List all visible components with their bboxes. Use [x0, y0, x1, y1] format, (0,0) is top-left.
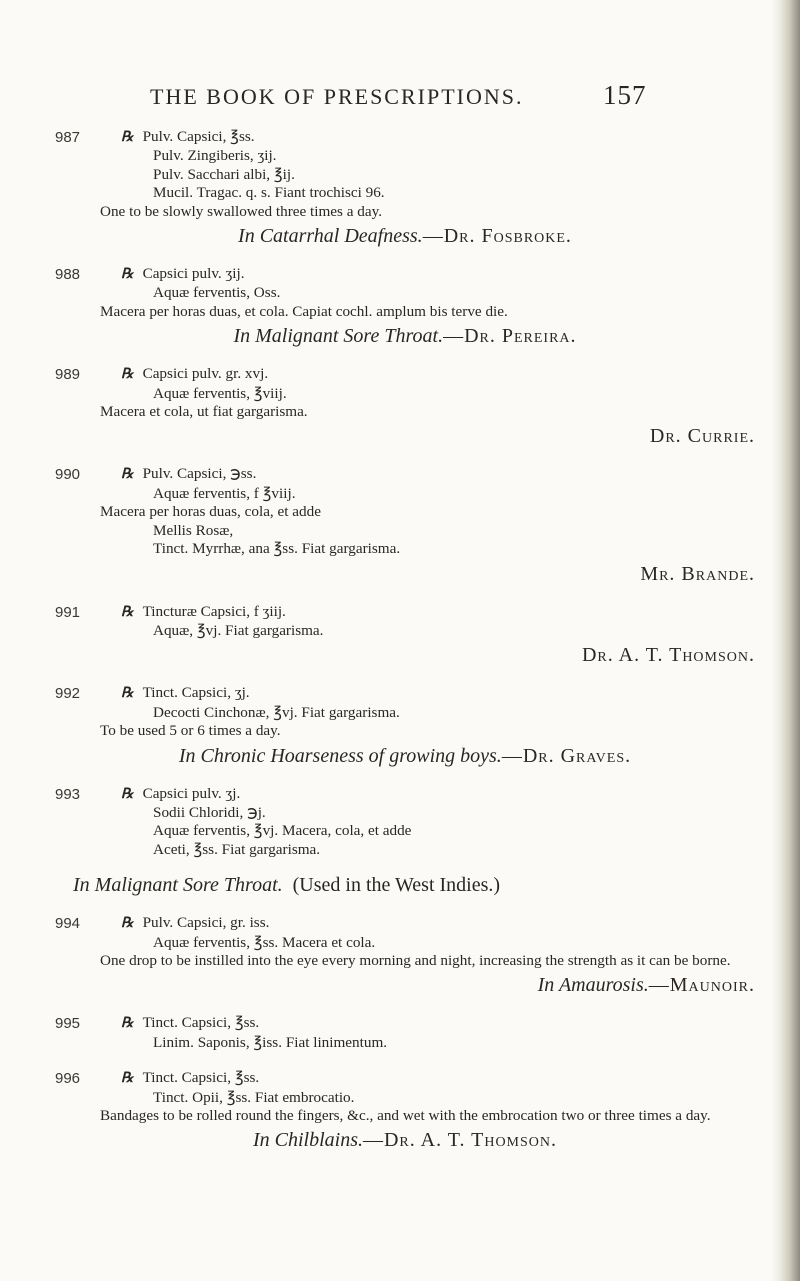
page-shadow — [772, 0, 782, 1281]
recipe-number: 994 — [55, 915, 81, 933]
author: Dr. Currie. — [649, 425, 755, 448]
directions: One to be slowly swallowed three times a day. — [100, 202, 383, 220]
section-note: (Used in the West Indies.) — [292, 874, 501, 897]
rx-line — [55, 603, 755, 622]
recipe-996 — [55, 1069, 755, 1152]
condition: In Catarrhal Deafness. — [238, 225, 423, 248]
condition: In Amaurosis. — [537, 974, 649, 997]
recipe-number: 993 — [55, 785, 81, 803]
page-edge — [782, 0, 800, 1281]
author: —Maunoir. — [648, 974, 755, 997]
ingredient: Pulv. Capsici, ℈ss. — [142, 465, 257, 483]
recipe-989 — [55, 365, 755, 448]
rx-line — [55, 365, 755, 384]
author: —Dr. Pereira. — [443, 325, 577, 348]
recipe-992 — [55, 684, 755, 767]
author: —Dr. Fosbroke. — [422, 225, 572, 248]
rx-symbol: ℞ — [121, 686, 134, 702]
ingredient: Aceti, ℥ss. Fiat gargarisma. — [153, 840, 321, 858]
recipe-987 — [55, 128, 755, 248]
ingredient: Aquæ ferventis, f ℥viij. — [153, 484, 296, 502]
condition: In Chronic Hoarseness of growing boys. — [178, 744, 502, 767]
recipe-number: 992 — [55, 685, 81, 703]
ingredient: Tinct. Capsici, ʒj. — [142, 684, 250, 702]
attribution — [55, 424, 755, 448]
author: —Dr. Graves. — [501, 744, 632, 767]
rx-symbol: ℞ — [121, 604, 134, 620]
condition: In Malignant Sore Throat. — [233, 325, 444, 348]
attribution — [55, 1128, 755, 1152]
rx-line — [55, 128, 755, 147]
recipe-number: 987 — [55, 129, 81, 146]
recipe-991 — [55, 603, 755, 668]
attribution — [55, 973, 755, 997]
ingredient: Aquæ, ℥vj. Fiat gargarisma. — [153, 621, 324, 639]
attribution — [55, 744, 755, 768]
directions: Macera per horas duas, et cola. Capiat cochl. amplum bis terve die. — [100, 302, 508, 320]
ingredient: Decocti Cinchonæ, ℥vj. Fiat gargarisma. — [153, 703, 400, 721]
ingredient: Pulv. Capsici, ℥ss. — [142, 128, 255, 145]
rx-line — [55, 785, 755, 804]
ingredient: Aquæ ferventis, ℥vj. Macera, cola, et adde — [153, 822, 412, 840]
recipe-988 — [55, 265, 755, 348]
recipe-995 — [55, 1014, 755, 1052]
rx-line — [55, 914, 755, 933]
directions: Macera per horas duas, cola, et adde — [100, 503, 321, 521]
ingredient: Tinct. Capsici, ℥ss. — [142, 1069, 260, 1087]
ingredient: Mucil. Tragac. q. s. Fiant trochisci 96. — [153, 184, 385, 202]
rx-symbol: ℞ — [121, 1071, 134, 1087]
ingredient: Pulv. Sacchari albi, ℥ij. — [153, 165, 295, 183]
author: Dr. A. T. Thomson. — [581, 644, 755, 667]
rx-line — [55, 1014, 755, 1033]
rx-line — [55, 684, 755, 703]
rx-line — [55, 465, 755, 484]
author: —Dr. A. T. Thomson. — [362, 1129, 558, 1152]
ingredient: Aquæ ferventis, Oss. — [153, 284, 281, 302]
rx-line — [55, 265, 755, 284]
recipe-number: 988 — [55, 266, 81, 284]
attribution — [55, 224, 755, 248]
ingredient: Tincturæ Capsici, f ʒiij. — [142, 602, 286, 620]
ingredient: Capsici pulv. gr. xvj. — [142, 365, 269, 383]
recipe-number: 990 — [55, 466, 81, 484]
page-content — [55, 128, 755, 1152]
ingredient: Aquæ ferventis, ℥ss. Macera et cola. — [153, 933, 376, 951]
attribution — [55, 324, 755, 348]
recipe-993 — [55, 785, 755, 898]
ingredient: Tinct. Capsici, ℥ss. — [142, 1014, 260, 1032]
condition: In Malignant Sore Throat. — [73, 874, 283, 897]
section-heading — [55, 873, 755, 897]
page-number: 157 — [603, 80, 647, 110]
condition: In Chilblains. — [252, 1129, 363, 1152]
directions: Macera et cola, ut fiat gargarisma. — [100, 403, 308, 421]
attribution — [55, 643, 755, 667]
attribution — [55, 562, 755, 586]
ingredient: Capsici pulv. ʒij. — [142, 265, 245, 283]
rx-symbol: ℞ — [121, 467, 134, 483]
rx-line — [55, 1069, 755, 1088]
ingredient: Aquæ ferventis, ℥viij. — [153, 384, 287, 402]
directions: One drop to be instilled into the eye every morning and night, increasing the strength as it can be borne. — [100, 951, 731, 969]
directions: To be used 5 or 6 times a day. — [100, 722, 281, 740]
recipe-990 — [55, 465, 755, 585]
ingredient: Capsici pulv. ʒj. — [142, 784, 241, 802]
recipe-number: 995 — [55, 1015, 81, 1033]
ingredient: Linim. Saponis, ℥iss. Fiat linimentum. — [153, 1033, 388, 1051]
recipe-number: 996 — [55, 1070, 81, 1088]
author: Mr. Brande. — [640, 562, 755, 585]
rx-symbol: ℞ — [121, 916, 134, 932]
rx-symbol: ℞ — [121, 1016, 134, 1032]
ingredient: Pulv. Zingiberis, ʒij. — [153, 147, 277, 165]
running-header — [0, 80, 800, 120]
rx-symbol: ℞ — [121, 367, 134, 383]
ingredient: Mellis Rosæ, — [153, 521, 234, 539]
ingredient: Pulv. Capsici, gr. iss. — [142, 914, 270, 932]
recipe-number: 989 — [55, 366, 81, 384]
rx-symbol: ℞ — [121, 267, 134, 283]
ingredient: Tinct. Opii, ℥ss. Fiat embrocatio. — [153, 1088, 355, 1106]
ingredient: Sodii Chloridi, ℈j. — [153, 803, 266, 821]
rx-symbol: ℞ — [121, 130, 134, 145]
directions: Bandages to be rolled round the fingers, &c., and wet with the embrocation two or three times a day. — [100, 1107, 711, 1124]
recipe-number: 991 — [55, 603, 81, 621]
recipe-994 — [55, 914, 755, 997]
ingredient: Tinct. Myrrhæ, ana ℥ss. Fiat gargarisma. — [153, 540, 401, 558]
running-title: THE BOOK OF PRESCRIPTIONS. — [150, 84, 524, 109]
rx-symbol: ℞ — [121, 786, 134, 802]
